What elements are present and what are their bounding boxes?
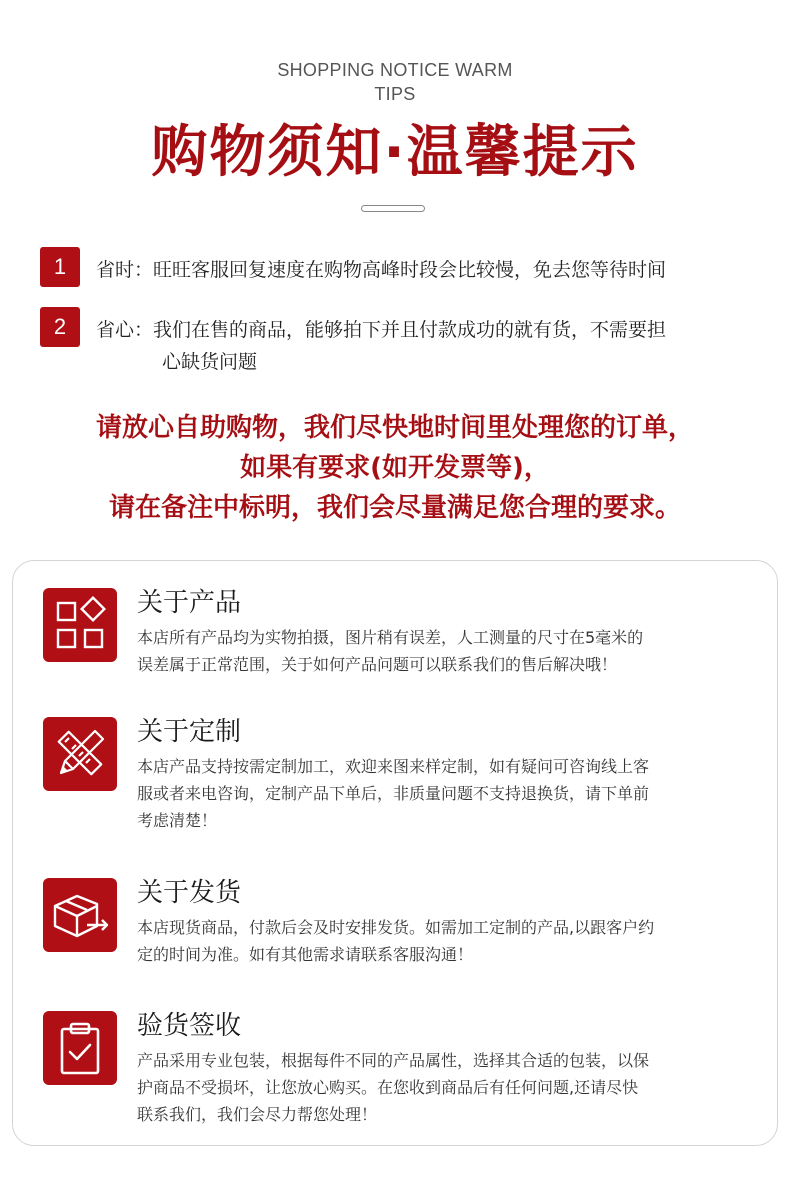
product-grid-icon [43,588,117,662]
red-notice-line2: 如果有要求(如开发票等)， [240,453,550,483]
section-body-line: 本店现货商品，付款后会及时安排发货。如需加工定制的产品,以跟客户约 [137,918,655,937]
tip-content-line2: 心缺货问题 [162,351,258,373]
tip-text [96,314,770,378]
tip-number-badge: 2 [40,307,80,347]
section-body-line: 本店产品支持按需定制加工，欢迎来图来样定制，如有疑问可咨询线上客 [137,757,650,776]
section-body-line: 误差属于正常范围，关于如何产品问题可以联系我们的售后解决哦！ [137,655,618,674]
tip-content: 旺旺客服回复速度在购物高峰时段会比较慢，免去您等待时间 [153,259,667,281]
section-title: 关于发货 [137,878,242,908]
red-notice-line3: 请在备注中标明，我们会尽量满足您合理的要求。 [108,493,681,523]
section-body [137,914,761,968]
section-body [137,1047,761,1128]
tip-label: 省心： [96,319,154,341]
red-notice-line1: 请放心自助购物，我们尽快地时间里处理您的订单， [95,413,694,443]
section-title: 验货签收 [137,1011,242,1041]
section-body-line: 护商品不受损坏，让您放心购买。在您收到商品后有任何问题,还请尽快 [137,1078,639,1097]
section-body-line: 服或者来电咨询，定制产品下单后，非质量问题不支持退换货，请下单前 [137,784,650,803]
tip-label: 省时： [96,259,154,281]
section-body-line: 联系我们，我们会尽力帮您处理！ [137,1105,378,1124]
page-title: 购物须知·温馨提示 [151,120,639,185]
section-title: 关于定制 [137,717,242,747]
section-body-line: 考虑清楚！ [137,811,218,830]
english-title-line2: TIPS [374,84,416,104]
tip-number-badge: 1 [40,247,80,287]
red-notice [0,408,790,528]
section-title: 关于产品 [137,588,242,618]
english-title [0,58,790,106]
shipping-box-icon [43,878,117,952]
section-body [137,624,761,678]
title-divider [361,205,425,212]
section-body-line: 产品采用专业包装，根据每件不同的产品属性，选择其合适的包装，以保 [137,1051,650,1070]
pencil-ruler-icon [43,717,117,791]
section-body [137,753,761,834]
section-body-line: 本店所有产品均为实物拍摄，图片稍有误差，人工测量的尺寸在5毫米的 [137,628,644,647]
section-body-line: 定的时间为准。如有其他需求请联系客服沟通！ [137,945,474,964]
info-card [12,560,778,1146]
english-title-line1: SHOPPING NOTICE WARM [277,60,513,80]
tip-text [96,254,770,286]
clipboard-check-icon [43,1011,117,1085]
tip-content: 我们在售的商品，能够拍下并且付款成功的就有货，不需要担 [153,319,667,341]
